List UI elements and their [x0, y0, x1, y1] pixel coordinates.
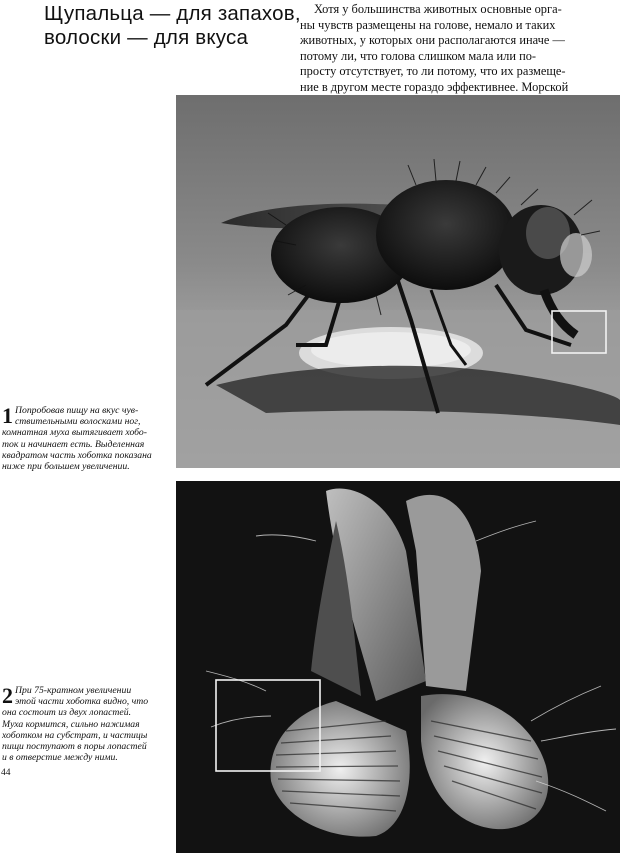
- housefly-photo: [176, 95, 620, 468]
- intro-line: просту отсутствует, то ли потому, что их размеще-: [300, 64, 566, 79]
- caption-line: квадратом часть хоботка показана: [2, 449, 152, 461]
- figure-2-caption: [2, 685, 172, 763]
- caption-line: она состоит из двух лопастей.: [2, 707, 131, 719]
- caption-line: и в отверстие между ними.: [2, 752, 118, 764]
- caption-line: Муха кормится, сильно нажимая: [2, 718, 140, 730]
- caption-line: комнатная муха вытягивает хобо-: [2, 427, 147, 439]
- caption-line: ствительными волосками ног,: [15, 416, 141, 428]
- caption-line: хоботком на субстрат, и частицы: [2, 729, 148, 741]
- title-line-2: волоски — для вкуса: [44, 26, 249, 49]
- caption-line: ниже при большем увеличении.: [2, 461, 130, 473]
- intro-line: Хотя у большинства животных основные орга-: [314, 2, 562, 16]
- page-title: [44, 2, 301, 50]
- proboscis-illustration: [176, 481, 620, 853]
- intro-paragraph: [300, 2, 616, 96]
- intro-line: потому ли, что голова слишком мала или по-: [300, 48, 537, 63]
- intro-line: ны чувств размещены на голове, немало и таких: [300, 17, 556, 32]
- figure-2-number: 2: [2, 683, 13, 708]
- caption-line: пищи поступают в поры лопастей: [2, 741, 147, 753]
- housefly-illustration: [176, 95, 620, 468]
- intro-line: ние в другом месте гораздо эффективнее. Морской: [300, 79, 569, 94]
- figure-1-caption: [2, 405, 172, 472]
- caption-line: ток и начинает есть. Выделенная: [2, 438, 145, 450]
- figure-1-number: 1: [2, 403, 13, 428]
- caption-line: Попробовав пищу на вкус чув-: [15, 405, 139, 416]
- page-number: 44: [1, 768, 11, 778]
- proboscis-micrograph: [176, 481, 620, 853]
- caption-line: этой части хоботка видно, что: [15, 696, 149, 708]
- caption-line: При 75-кратном увеличении: [15, 685, 132, 696]
- title-line-1: Щупальца — для запахов,: [44, 2, 301, 25]
- intro-line: животных, у которых они располагаются иначе —: [300, 33, 565, 48]
